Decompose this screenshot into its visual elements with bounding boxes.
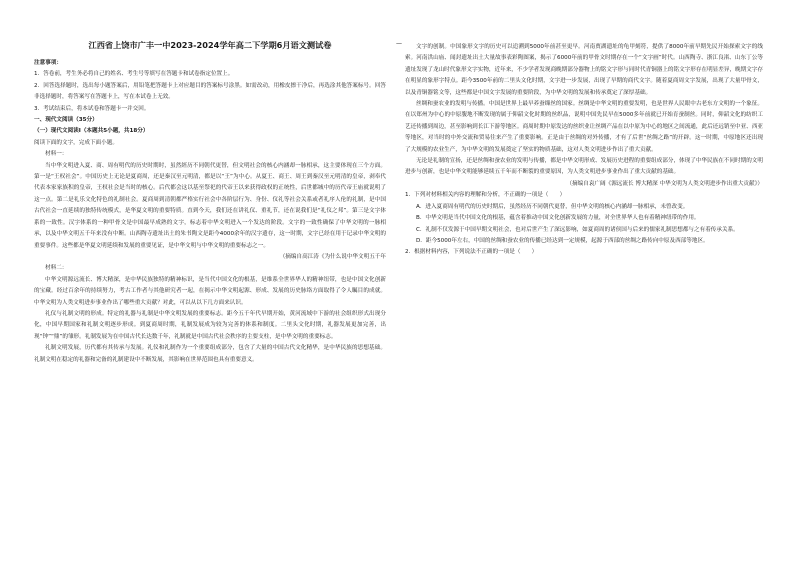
material-source: （摘编自高江涛《为什么说中华文明五千年 [279, 253, 386, 260]
material-paragraph: 无论是礼制的宣扬，还是丝绸和蚕农业的发明与传播，都是中华文明形成、发展历史进程的重要组成部分，体现了中华民族在不同时期的文明进步与创新，也是中华文明能够延续五千年而不断裂的重要原因，为人类文明进步事业作出了重大贡献的基础。 [405, 158, 763, 176]
material-label: 材料二： [45, 265, 68, 272]
material-paragraph: 文字的创制。中国象形文字的历史可以追溯到5000年前甚至更早。河南贾湖遗址的龟甲刻符，提供了8000年前早期先民开始探索文字的线索。河南洪山庙、闻封遗址出土大量故事表彩陶图案，揭示了6000年前的甲骨文时期存在一个“文字画”时代。山西陶寺、浙江良渚、山东丁公等遗址发现了龙山时代象形文字实物，近年来，不少学者发现商晚期部分器物上的铭文字形与同时代青铜器上的铭文字形存在明显差异，晚期文字存在明显的象形字特点。距今3500年前的二里头文化时期，文字进一步发展，出现了早期的商代文字。随着夏商周文字发展，出现了大量甲骨文，以及青铜器铭文等，这些都是中国文字发展的重要阶段，为中华文明的发展和传承奠定了深厚基础。 [405, 44, 764, 96]
notice-item: 3．考试结束后，将本试卷和答题卡一并交回。 [34, 105, 150, 112]
material-paragraph: 当中华文明进入夏、商、周有明代的历史时期时，虽然經历不同朝代更替，但文明社会的核心内涵却一脉相承，这主要体现在三个方面。第一是“王权社会”。中国历史上无论是夏商周，还是秦汉至元明清，都是以“王”为中心。从夏王、商王、周王到秦汉至元明清的皇帝，剥奉代代表本家家族积的皇帝，王权社会是当时的核心。后代都会这以基至祭祀的代帝王以来获得政权的正统性，后世都城中的历代帝王庙就说明了这一点。第二是礼乐文化特色的礼制社会。夏商周到清朝都严格实行社会中各阶层行为、身份、仪礼等社会关系或者礼序人伦的礼制，是中国古代社会一直延续的独特传统模式，是华夏文明的重要特质。直到今天，我们还在讲礼仪、重礼节，还在说我们是“礼仪之邦”。第三是文字体系的一致性。汉字体系的一种甲骨文是中国最早成熟的文字，标志着中华文明进入一个发达的阶段。文字的一致性确保了中华文明的一脉相承，以及中华文明五千年来没有中断。山西陶寺遗址出土的朱书陶文是距今4000余年的汉字遗存，这一时期，文字已经在用于记录中华文明的重要事件。这些都是华夏文明延续和发展的重要见证，是中华文明与中华文明的重要标志之一。 [34, 162, 386, 249]
question-option: C．礼制不仅发源于中国早期文明社会，也对后世产生了深远影响，如夏商周的诸侯国与后来的儒家礼制思想都与之有着传承关系。 [416, 226, 739, 233]
question-option: A．进入夏商周有明代的历史时期后，虽然经历不同朝代更替，但中华文明的核心内涵却一脉相承，未曾改变。 [416, 203, 689, 210]
material-label: 材料一： [45, 151, 68, 158]
section-heading: 一、现代文阅读（35分） [34, 117, 98, 124]
left-column [34, 58, 386, 366]
notice-heading: 注意事项： [34, 60, 62, 66]
question-stem: 1．下列对材料相关内容的理解和分析，不正确的一项是（ ） [405, 192, 566, 199]
subsection-heading: （一）现代文阅读Ⅰ（本题共5小题，共18分） [34, 128, 149, 135]
material-paragraph: 礼制文明发展，历代都有其传承与发展。礼仪和礼制作为一个重要组成部分，包含了大量的中国古代文化精华，是中华民族的思想基础。礼制文明在稳定的礼器和完备的礼制建设中不断发展，其影响在世界范围也具有重要意义。 [34, 345, 386, 363]
right-column [405, 42, 763, 259]
page-marker: — [396, 40, 402, 47]
material-paragraph: 中华文明源远流长、博大精深，是中华民族独特的精神标识，是当代中国文化的根基，是维系全世界华人的精神纽带，也是中国文化创新的宝藏。经过百余年的持续努力，考古工作者与其他研究者一起，在揭示中华文明起源、形成、发展的历史脉络方面取得了令人瞩目的成就。中华文明为人类文明进步事业作出了哪些重大贡献？对此，可以从以下几方面来认识。 [34, 276, 386, 306]
question-option: D．距今5000年左右，中国的丝绸和蚕农业的传播已经达到一定规模，起源于西部的丝绸之路传向中原及西部等地区。 [416, 237, 709, 244]
material-paragraph: 礼仪与礼制文明的形成。特定的礼器与礼制是中华文明发展的重要标志。距今五千年代早期开始，黄河流域中下游的社会组织形式出现分化，中国早期国家和礼制文明逐步形成。到夏商周时期，礼制发展成为较为完善的体系和制度。二里头文化时期，礼器发展更加完善，出现“钟”“鼎”的雏形。礼制发展为在中国古代长达数千年，礼制就是中国古代社会秩序的主要支柱，是中华文明的重要标志。 [34, 310, 386, 340]
question-option: B．中华文明是当代中国文化的根基，蕴含着推动中国文化创新发展的力量，对全世界华人也有着精神纽带的作用。 [416, 215, 700, 222]
question-stem: 2．根据材料内容，下列说法不正确的一项是（ ） [405, 249, 538, 256]
notice-item: 1．答卷前，考生务必将自己的姓名、考生号等填写在答题卡和试卷指定位置上。 [34, 71, 234, 78]
material-paragraph: 丝绸和蚕农业的发明与传播。中国是世界上最早养蚕缫丝的国家。丝绸是中华文明的重要发明，也是世界人民眼中古老东方文明的一个象征。在以郑州为中心的中原腹地不断发现的属于仰韶文化时期的丝织品，说明中国先民早在5000多年前就已开始育蚕制丝。同时，仰韶文化的纺织工艺还传播到周边，甚至影响到长江下游等地区。商周时期中原发达的丝织业让丝绸产品在以中原为中心的地区之间流通，此后还远销至中亚、西亚等地区，对当时的中外交流和贸易往来产生了重要影响。正是由于丝绸的对外传播，才有了后世“丝绸之路”的开辟。这一时期，中原地区还出现了大规模的农业生产，为中华文明的发展奠定了坚实的物质基础，这对人类文明进步作出了重大贡献。 [405, 101, 764, 153]
material-source: （摘编自袁广阔《源远流长 博大精深 中华文明为人类文明进步作出重大贡献》） [566, 180, 763, 187]
page-title: 江西省上饶市广丰一中2023-2024学年高二下学期6月语文测试卷 [88, 40, 332, 50]
notice-item: 2．回答选择题时，选出每小题答案后，用铅笔把答题卡上对应题目的答案标号涂黑。如需改动，用橡皮擦干净后，再选涂其他答案标号。回答非选择题时，将答案写在答题卡上，写在本试卷上无效。 [34, 82, 386, 101]
instruction: 阅读下面的文字，完成下面小题。 [34, 139, 118, 146]
